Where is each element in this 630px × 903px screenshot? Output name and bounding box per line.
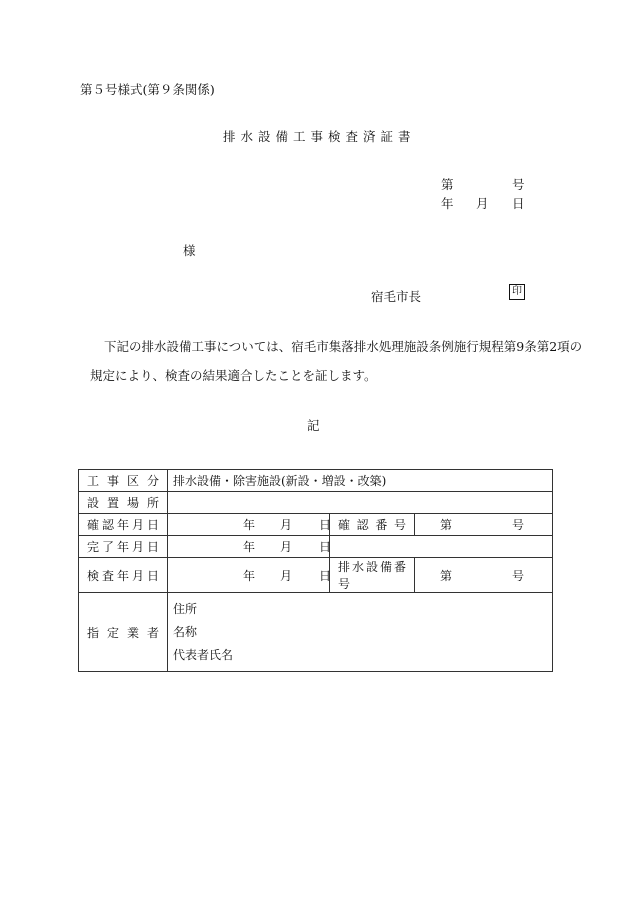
table-row [79,514,553,536]
issue-number-suffix: 号 [512,177,525,192]
document-title: 排水設備工事検査済証書 [223,129,416,144]
contractor-name-label: 名称 [173,624,198,639]
addressee-honorific: 様 [183,243,196,258]
table-row [79,558,553,593]
body-text-line-2: 規定により、検査の結果適合したことを証します。 [90,368,377,383]
date-day-unit: 日 [319,540,332,554]
issue-date-year: 年 [441,196,454,211]
table-row [79,492,553,514]
body-text-line-1: 下記の排水設備工事については、宿毛市集落排水処理施設条例施行規程第9条第2項の [104,339,583,354]
construction-type-value: 排水設備・除害施設(新設・増設・改築) [168,470,553,492]
table-row [79,470,553,492]
completion-date-cell [168,536,330,558]
blank-cell [330,536,553,558]
contractor-representative-label: 代表者氏名 [173,647,234,662]
number-prefix: 第 [440,568,453,583]
date-month-unit: 月 [280,540,293,554]
form-number: 第５号様式(第９条関係) [80,82,215,97]
table-row [79,536,553,558]
issue-date-month: 月 [476,196,489,211]
seal-mark: 印 [509,284,525,300]
row-label-basho: 設置場所 [79,492,168,514]
number-prefix: 第 [440,518,453,532]
confirm-date-cell [168,514,330,536]
date-month-unit: 月 [280,518,293,532]
date-year-unit: 年 [243,568,256,583]
contractor-address-label: 住所 [173,601,198,616]
date-day-unit: 日 [319,568,332,583]
installation-location-value [168,492,553,514]
row-label-kensa: 検査年月日 [79,558,168,593]
ki-heading: 記 [307,418,320,433]
row-label-kakunin-number: 確認番号 [330,514,415,536]
row-label-kakunin: 確認年月日 [79,514,168,536]
issue-date-day: 日 [512,196,525,211]
date-year-unit: 年 [243,540,256,554]
row-label-kubun: 工事区分 [79,470,168,492]
date-year-unit: 年 [243,518,256,532]
row-label-drain-number: 排水設備番号 [330,558,415,593]
number-suffix: 号 [512,568,525,583]
issue-number-prefix: 第 [441,177,454,192]
contractor-cell [168,593,553,672]
inspection-detail-table [78,469,553,672]
date-month-unit: 月 [280,568,293,583]
issuer-name: 宿毛市長 [371,289,422,304]
confirm-number-cell [415,514,553,536]
date-day-unit: 日 [319,518,332,532]
number-suffix: 号 [512,518,525,532]
table-row [79,593,553,672]
drain-number-cell [415,558,553,593]
inspection-date-cell [168,558,330,593]
row-label-gyosha: 指定業者 [79,593,168,672]
row-label-kanryo: 完了年月日 [79,536,168,558]
